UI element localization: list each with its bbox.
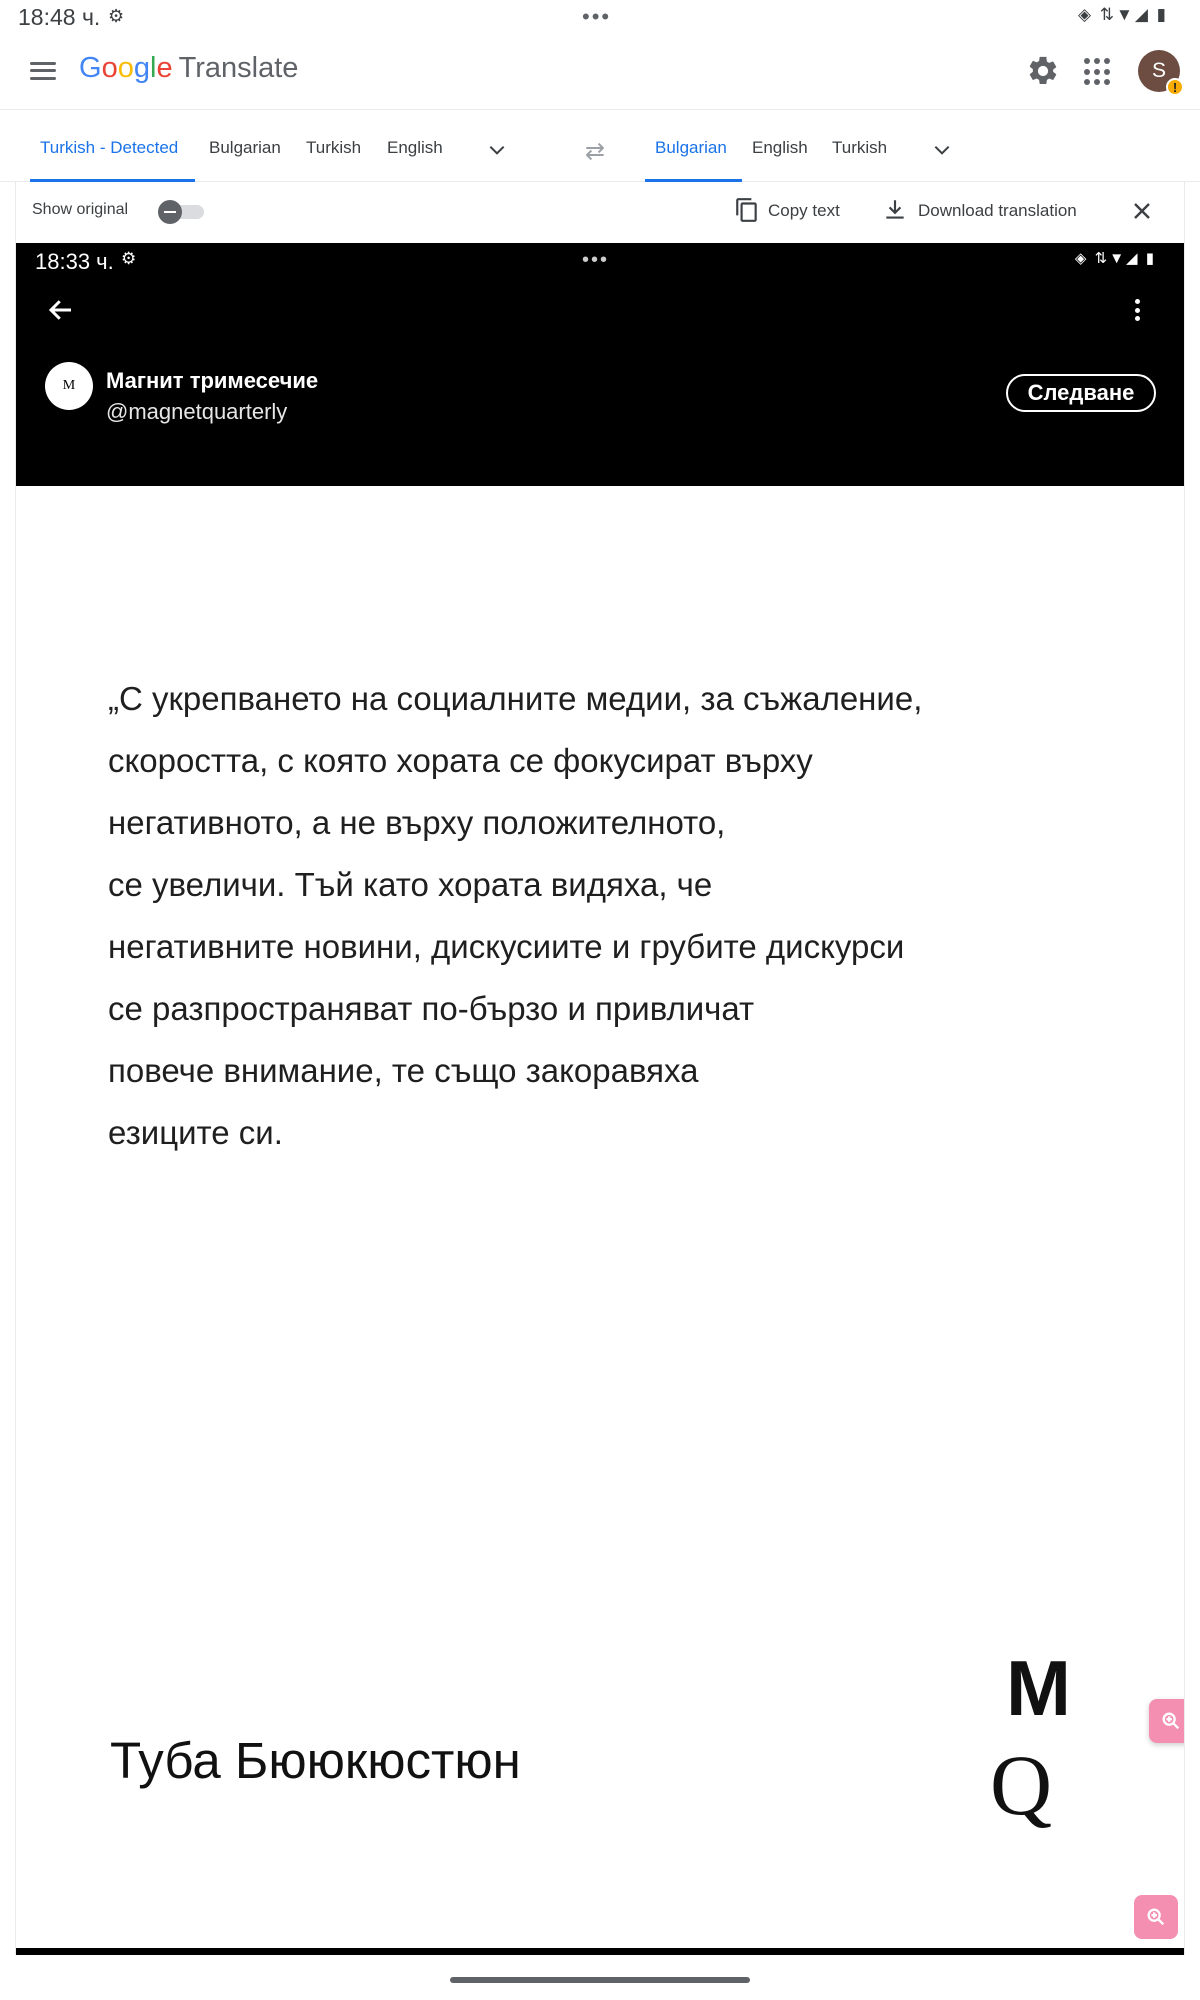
quote-line: негативното, а не върху положителното, (108, 804, 726, 841)
logo-letter: l (149, 52, 157, 84)
target-lang-turkish[interactable]: Turkish (832, 138, 888, 157)
show-original-toggle[interactable] (158, 202, 204, 222)
target-more-languages-chevron-down-icon[interactable] (932, 140, 952, 160)
menu-icon-line (30, 77, 56, 80)
language-bar (0, 110, 1200, 182)
gesture-navigation-handle[interactable] (450, 1977, 750, 1983)
show-original-label: Show original (32, 201, 129, 218)
logo-letter: g (133, 52, 150, 84)
translated-image-bottom-edge (16, 1948, 1185, 1955)
inner-status-system-icons: ◈ ⇅▼◢ ▮ (1074, 250, 1156, 267)
follow-button: Следване (1006, 374, 1156, 412)
status-dots-icon: ••• (582, 4, 612, 29)
quote-author: Туба Бююкюстюн (110, 1732, 521, 1789)
menu-icon-line (30, 69, 56, 72)
source-lang-bulgarian[interactable]: Bulgarian (209, 138, 281, 157)
profile-handle: @magnetquarterly (106, 399, 288, 424)
copy-icon[interactable] (734, 196, 760, 224)
logo-letter: o (117, 52, 134, 84)
zoom-in-icon (1160, 1710, 1182, 1732)
main-menu-button[interactable] (28, 56, 58, 86)
target-lang-bulgarian[interactable]: Bulgarian (655, 138, 727, 157)
source-lang-detected[interactable]: Turkish - Detected (40, 138, 179, 157)
translation-toolbar (15, 182, 1185, 243)
quote-line: повече внимание, те също закоравяха (108, 1052, 699, 1089)
app-bar (0, 36, 1200, 110)
status-system-icons: ◈ ⇅▼◢ ▮ (1077, 5, 1168, 24)
logo-q: Q (990, 1737, 1053, 1833)
more-options-icon (1132, 295, 1142, 325)
avatar-letter: S (1151, 59, 1166, 82)
toggle-thumb (158, 200, 182, 224)
swap-languages-icon[interactable]: ⇄ (585, 138, 606, 165)
source-lang-english[interactable]: English (387, 138, 443, 157)
quote-text (108, 668, 1108, 1164)
status-bar (0, 0, 1200, 36)
download-translation-button[interactable]: Download translation (918, 201, 1077, 220)
profile-avatar (45, 362, 93, 410)
profile-name: Магнит тримесечие (106, 368, 319, 393)
quote-line: езиците си. (108, 1114, 283, 1151)
inner-status-dots-icon: ••• (582, 249, 610, 271)
zoom-in-button[interactable] (1134, 1895, 1178, 1939)
zoom-in-button[interactable] (1149, 1699, 1185, 1743)
logo-letter: e (156, 52, 173, 84)
inner-status-gear-icon: ⚙ (121, 249, 137, 268)
account-avatar[interactable] (1138, 50, 1180, 95)
quote-line: „С укрепването на социалните медии, за съжаление, (108, 680, 923, 717)
quote-line: се разпространяват по-бързо и привличат (108, 990, 755, 1027)
warning-badge-icon: ! (1166, 78, 1184, 96)
quote-line: се увеличи. Тъй като хората видяха, че (108, 866, 713, 903)
menu-icon-line (30, 62, 56, 65)
logo-letter: o (101, 52, 118, 84)
google-apps-icon[interactable] (1084, 58, 1112, 86)
close-icon[interactable] (1130, 199, 1154, 223)
quote-line: скоростта, с която хората се фокусират върху (108, 742, 813, 779)
quote-line: негативните новини, дискусиите и грубите дискурси (108, 928, 905, 965)
source-lang-turkish[interactable]: Turkish (306, 138, 362, 157)
inner-status-time: 18:33 ч. (35, 249, 114, 274)
translated-image-header (16, 243, 1185, 486)
settings-gear-icon[interactable] (1026, 54, 1060, 88)
logo-letter: G (79, 52, 102, 84)
profile-avatar-text: M (62, 378, 76, 393)
source-more-languages-chevron-down-icon[interactable] (487, 140, 507, 160)
status-time: 18:48 ч. (18, 4, 101, 30)
copy-text-button[interactable]: Copy text (768, 201, 840, 220)
logo-product-name: Translate (178, 52, 299, 84)
download-icon[interactable] (882, 196, 908, 224)
target-lang-english[interactable]: English (752, 138, 808, 157)
logo-m: M (1006, 1644, 1071, 1732)
back-arrow-icon (46, 295, 76, 325)
status-gear-icon: ⚙ (108, 6, 125, 26)
magnet-quarterly-logo (966, 1643, 1096, 1843)
translated-image (15, 243, 1185, 1955)
zoom-in-icon (1145, 1906, 1167, 1928)
google-translate-logo[interactable] (79, 52, 298, 85)
